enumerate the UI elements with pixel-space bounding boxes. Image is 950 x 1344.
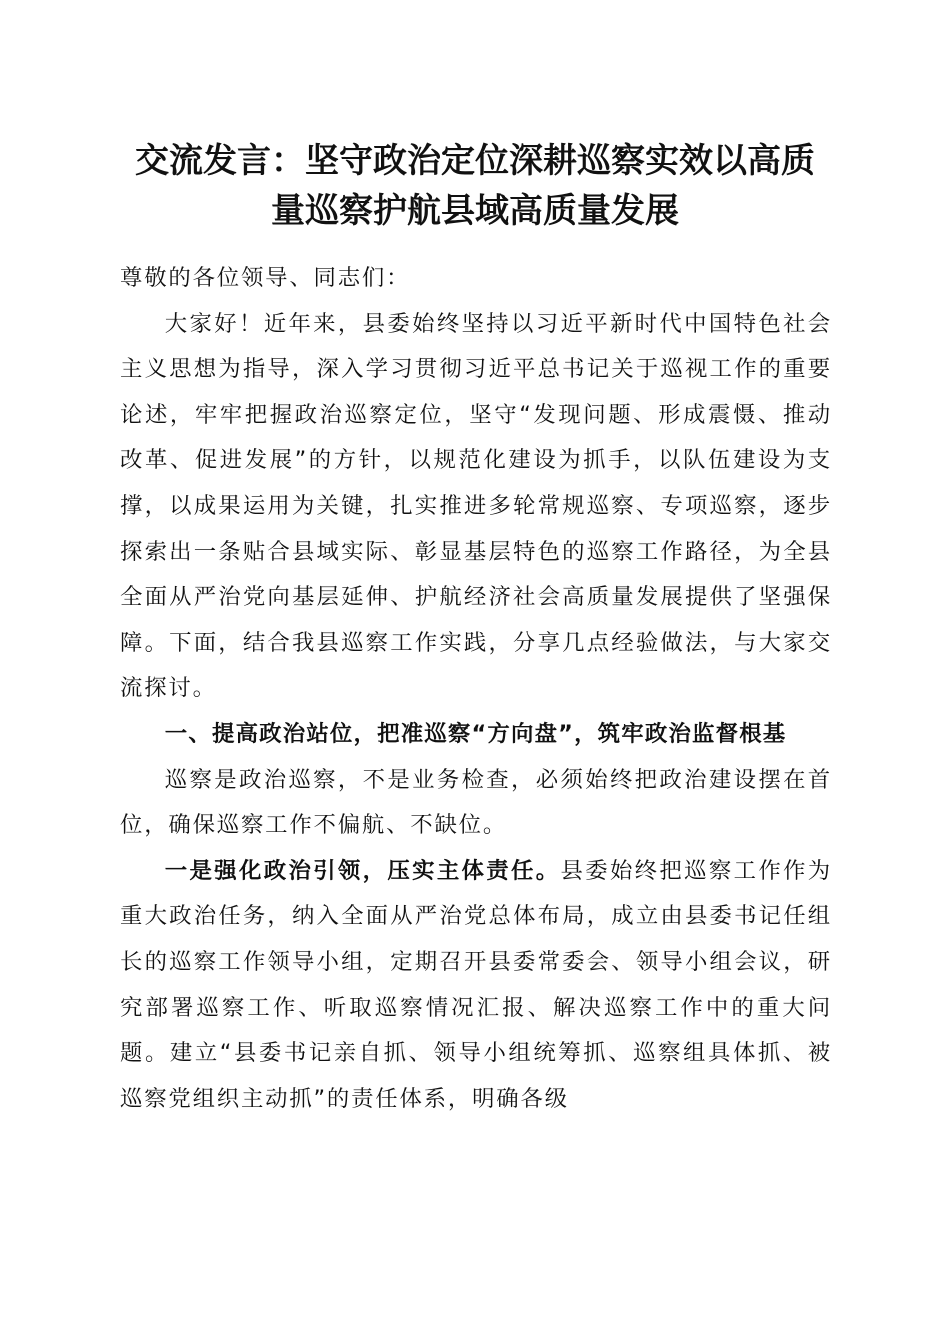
section-1-paragraph-2-lead: 一是强化政治引领，压实主体责任。 xyxy=(164,857,561,884)
salutation: 尊敬的各位领导、同志们： xyxy=(120,265,411,291)
section-1-paragraph-1: 巡察是政治巡察，不是业务检查，必须始终把政治建设摆在首位，确保巡察工作不偏航、不缺位。 xyxy=(120,766,832,839)
title-line-2: 量巡察护航县域高质量发展 xyxy=(271,191,679,231)
section-1-heading: 一、提高政治站位，把准巡察“方向盘”，筑牢政治监督根基 xyxy=(164,720,787,747)
title-line-1: 交流发言：坚守政治定位深耕巡察实效以高质 xyxy=(135,141,815,181)
document-title xyxy=(100,136,850,236)
document-body xyxy=(120,256,832,1122)
section-1-paragraph-2 xyxy=(120,849,832,1123)
section-1-paragraph-2-body: 县委始终把巡察工作作为重大政治任务，纳入全面从严治党总体布局，成立由县委书记任组长的巡察工作领导小组，定期召开县委常委会、领导小组会议，研究部署巡察工作、听取巡察情况汇报、解决巡察工作中的重大问题。建立“县委书记亲自抓、领导小组统筹抓、巡察组具体抓、被巡察党组织主动抓”的责任体系，明确各级 xyxy=(120,857,832,1112)
intro-paragraph: 大家好！近年来，县委始终坚持以习近平新时代中国特色社会主义思想为指导，深入学习贯彻习近平总书记关于巡视工作的重要论述，牢牢把握政治巡察定位，坚守“发现问题、形成震慑、推动改革、促进发展”的方针，以规范化建设为抓手，以队伍建设为支撑，以成果运用为关键，扎实推进多轮常规巡察、专项巡察，逐步探索出一条贴合县域实际、彰显基层特色的巡察工作路径，为全县全面从严治党向基层延伸、护航经济社会高质量发展提供了坚强保障。下面，结合我县巡察工作实践，分享几点经验做法，与大家交流探讨。 xyxy=(120,310,832,702)
